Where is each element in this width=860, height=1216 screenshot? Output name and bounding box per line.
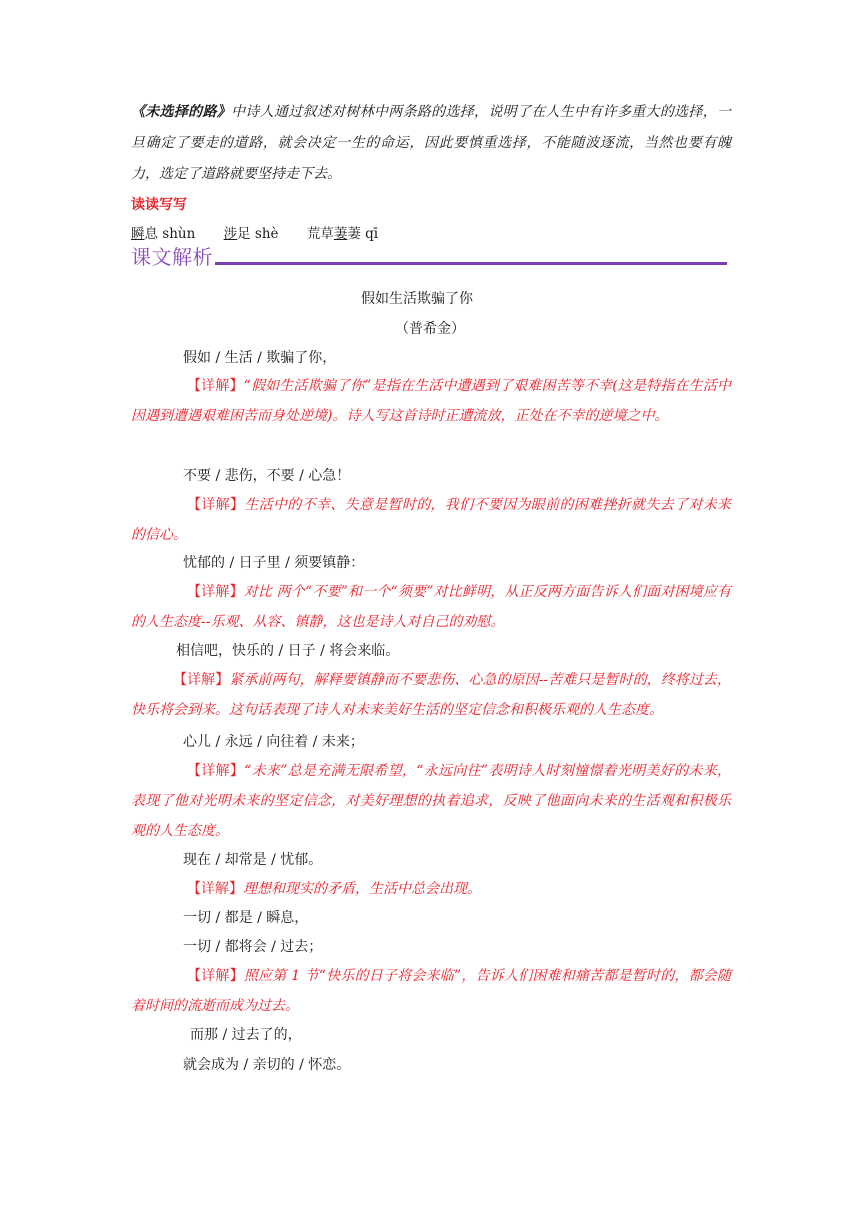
- intro-title-ref: 《未选择的路》: [131, 104, 232, 120]
- intro-paragraph: [131, 97, 731, 190]
- vocab-item: 瞬息 shùn: [131, 226, 196, 242]
- poem-note: 【详解】生活中的不幸、失意是暂时的，我们不要因为眼前的困难挫折就失去了对未来的信心。: [131, 497, 732, 543]
- vocab-list: [131, 222, 402, 242]
- poem-note: 【详解】“假如生活欺骗了你”是指在生活中遭遇到了艰难困苦等不幸(这是特指在生活中因遇到遭遇艰难困苦而身处逆境)。诗人写这首诗时正遭流放，正处在不幸的逆境之中。: [131, 378, 731, 424]
- read-write-heading: 读读写写: [131, 197, 187, 213]
- poem-line: 就会成为 / 亲切的 / 怀恋。: [183, 1057, 351, 1073]
- poem-note: 【详解】“未来”总是充满无限希望，“永远向往”表明诗人时刻憧憬着光明美好的未来，表现了他对光明未来的坚定信念，对美好理想的执着追求，反映了他面向未来的生活观和积极乐观的人生态度。: [131, 763, 731, 839]
- poem-note: 【详解】对比 两个“不要”和一个“须要”对比鲜明，从正反两方面告诉人们面对困境应有的人生态度--乐观、从容、镇静，这也是诗人对自己的劝慰。: [131, 584, 732, 630]
- poem-line: 一切 / 都将会 / 过去；: [183, 939, 323, 955]
- vocab-item: 荒草萋萋 qī: [306, 226, 379, 242]
- poem-author: （普希金）: [395, 321, 465, 337]
- poem-line: 一切 / 都是 / 瞬息，: [183, 910, 309, 926]
- section-divider: [215, 262, 727, 265]
- poem-line: 现在 / 却常是 / 忧郁。: [183, 852, 323, 868]
- poem-note: 【详解】理想和现实的矛盾，生活中总会出现。: [187, 881, 481, 897]
- poem-line: 假如 / 生活 / 欺骗了你，: [183, 350, 337, 366]
- poem-line: 而那 / 过去了的，: [190, 1027, 302, 1043]
- poem-note: 【详解】紧承前两句，解释要镇静而不要悲伤、心急的原因--苦难只是暂时的，终将过去，快乐将会到来。这句话表现了诗人对未来美好生活的坚定信念和积极乐观的人生态度。: [131, 672, 731, 718]
- poem-line: 不要 / 悲伤，不要 / 心急！: [183, 468, 351, 484]
- poem-line: 心儿 / 永远 / 向往着 / 未来；: [183, 734, 364, 750]
- poem-note: 【详解】照应第 1 节“快乐的日子将会来临”，告诉人们困难和痛苦都是暂时的，都会随着时间的流逝而成为过去。: [131, 968, 731, 1014]
- vocab-item: 涉足 shè: [223, 226, 279, 242]
- poem-line: 相信吧，快乐的 / 日子 / 将会来临。: [176, 643, 400, 659]
- poem-title: 假如生活欺骗了你: [361, 291, 473, 307]
- poem-line: 忧郁的 / 日子里 / 须要镇静：: [183, 555, 365, 571]
- section-title: 课文解析: [131, 245, 213, 269]
- intro-text: 中诗人通过叙述对树林中两条路的选择，说明了在人生中有许多重大的选择，一旦确定了要走的道路，就会决定一生的命运，因此要慎重选择，不能随波逐流，当然也要有魄力，选定了道路就要坚持走下去。: [131, 104, 732, 182]
